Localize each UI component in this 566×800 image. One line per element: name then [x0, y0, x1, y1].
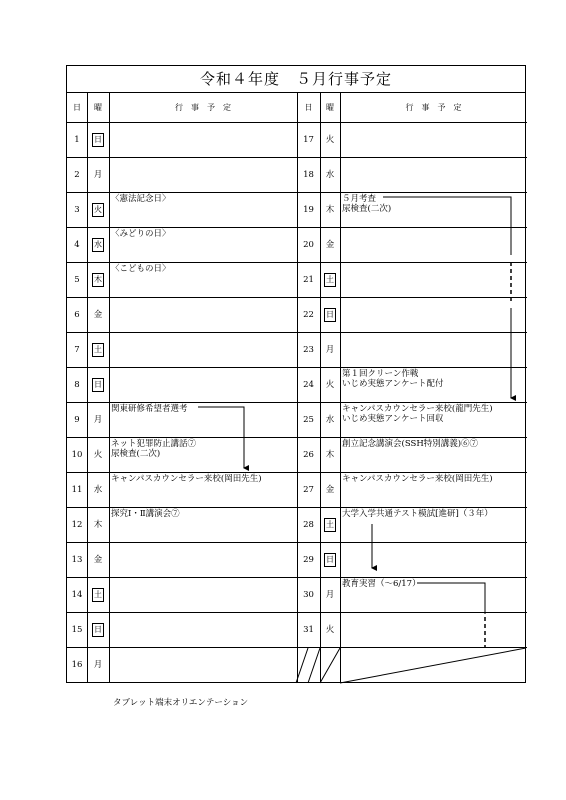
event-text: ネット犯罪防止講話⑦ — [111, 439, 197, 449]
weekday-label: 火 — [325, 135, 335, 145]
event-text: 尿検査(二次) — [342, 204, 392, 214]
day-number: 2 — [74, 170, 80, 180]
calendar-row — [297, 473, 527, 508]
weekday — [320, 613, 340, 647]
weekday — [87, 193, 109, 227]
events-cell — [109, 403, 297, 437]
calendar-row — [67, 228, 297, 263]
day-number: 23 — [303, 345, 314, 355]
day-number: 31 — [303, 625, 314, 635]
weekday — [87, 158, 109, 192]
weekday — [87, 368, 109, 402]
calendar-row — [297, 333, 527, 368]
calendar-row — [297, 123, 527, 158]
weekday — [320, 123, 340, 157]
day-number: 18 — [303, 170, 314, 180]
events-cell — [340, 543, 527, 577]
weekday-label: 日 — [324, 308, 336, 322]
weekday — [320, 438, 340, 472]
header-events-left: 行 事 予 定 — [109, 92, 297, 123]
day-number: 27 — [303, 485, 314, 495]
events-cell — [340, 473, 527, 507]
day-number: 5 — [74, 275, 80, 285]
events-cell — [109, 543, 297, 577]
day-number: 19 — [303, 205, 314, 215]
weekday — [87, 473, 109, 507]
calendar-row — [297, 228, 527, 263]
weekday-label: 月 — [93, 660, 103, 670]
day-number: 14 — [71, 590, 83, 600]
day-number: 29 — [303, 555, 314, 565]
weekday — [320, 263, 340, 297]
events-cell — [109, 298, 297, 332]
weekday — [87, 123, 109, 157]
weekday — [320, 193, 340, 227]
events-cell — [109, 648, 297, 682]
events-cell — [340, 158, 527, 192]
event-text: 教育実習（～6/17） — [342, 579, 421, 589]
day-number: 16 — [71, 660, 83, 670]
events-cell — [340, 193, 527, 227]
weekday — [320, 403, 340, 437]
day-number: 24 — [303, 380, 314, 390]
calendar-row — [297, 578, 527, 613]
schedule-sheet — [66, 65, 526, 683]
day-number: 6 — [74, 310, 80, 320]
events-cell — [109, 613, 297, 647]
events-cell — [340, 438, 527, 472]
events-cell — [340, 578, 527, 612]
day-number: 28 — [303, 520, 314, 530]
day-number: 15 — [71, 625, 83, 635]
calendar-row — [67, 193, 297, 228]
calendar-row — [297, 368, 527, 403]
day-number: 26 — [303, 450, 314, 460]
weekday-label: 土 — [92, 588, 104, 602]
events-cell — [109, 333, 297, 367]
day-number: 3 — [74, 205, 80, 215]
weekday-label: 金 — [93, 555, 103, 565]
day-number: 21 — [303, 275, 314, 285]
day-number: 8 — [74, 380, 80, 390]
weekday — [87, 298, 109, 332]
calendar-row — [297, 158, 527, 193]
weekday-label: 水 — [325, 170, 335, 180]
weekday — [87, 578, 109, 612]
weekday-label: 土 — [324, 518, 336, 532]
weekday-label: 金 — [325, 485, 335, 495]
calendar-row — [67, 508, 297, 543]
calendar-row — [67, 263, 297, 298]
weekday — [320, 333, 340, 367]
weekday-label: 金 — [325, 240, 335, 250]
col-divider — [340, 92, 341, 682]
events-cell — [340, 333, 527, 367]
weekday-label: 月 — [325, 345, 335, 355]
events-cell — [109, 578, 297, 612]
day-number: 11 — [71, 485, 83, 495]
events-cell — [340, 368, 527, 402]
day-number: 1 — [74, 135, 80, 145]
weekday — [320, 578, 340, 612]
weekday — [320, 508, 340, 542]
event-text: 〈こどもの日〉 — [111, 264, 171, 274]
event-text: 〈憲法記念日〉 — [111, 194, 171, 204]
page-title: 令和４年度 ５月行事予定 — [67, 66, 525, 93]
day-number: 30 — [303, 590, 314, 600]
weekday — [87, 438, 109, 472]
calendar-row — [297, 263, 527, 298]
day-number: 7 — [74, 345, 80, 355]
weekday — [87, 263, 109, 297]
weekday-label: 日 — [92, 623, 104, 637]
weekday-label: 金 — [93, 310, 103, 320]
events-cell — [109, 473, 297, 507]
event-text: 探究Ⅰ・Ⅱ講演会⑦ — [111, 509, 180, 519]
calendar-row — [297, 613, 527, 648]
day-number: 12 — [71, 520, 83, 530]
event-text: 第１回クリーン作戦 — [342, 369, 419, 379]
weekday-label: 日 — [324, 553, 336, 567]
weekday — [87, 543, 109, 577]
weekday-label: 火 — [325, 380, 335, 390]
event-text: キャンパスカウンセラー来校(岡田先生) — [342, 474, 493, 484]
weekday-label: 月 — [93, 415, 103, 425]
events-cell — [109, 368, 297, 402]
events-cell — [109, 508, 297, 542]
calendar-row — [67, 648, 297, 683]
weekday — [87, 508, 109, 542]
events-cell — [340, 228, 527, 262]
events-cell — [109, 123, 297, 157]
events-cell — [109, 263, 297, 297]
day-number: 10 — [71, 450, 83, 460]
event-text: 〈みどりの日〉 — [111, 229, 171, 239]
col-divider — [320, 92, 321, 682]
event-text: 関東研修希望者選考 — [111, 404, 188, 414]
day-number: 13 — [71, 555, 83, 565]
events-cell — [109, 228, 297, 262]
calendar-row — [67, 473, 297, 508]
event-text: いじめ実態アンケート回収 — [342, 414, 444, 424]
weekday-label: 月 — [93, 170, 103, 180]
col-divider — [109, 92, 110, 682]
col-divider — [87, 92, 88, 682]
header-weekday-left: 曜 — [87, 92, 109, 123]
weekday-label: 土 — [324, 273, 336, 287]
weekday-label: 火 — [93, 450, 103, 460]
day-number: 22 — [303, 310, 314, 320]
weekday — [320, 298, 340, 332]
weekday — [320, 158, 340, 192]
events-cell — [340, 263, 527, 297]
header-weekday-right: 曜 — [320, 92, 340, 123]
events-cell — [109, 438, 297, 472]
calendar-row — [297, 543, 527, 578]
day-number: 4 — [74, 240, 80, 250]
calendar-row — [67, 368, 297, 403]
weekday-label: 木 — [325, 450, 335, 460]
weekday — [87, 228, 109, 262]
calendar-row — [67, 298, 297, 333]
events-cell — [340, 123, 527, 157]
footer-note: タブレット端末オリエンテーション — [113, 698, 249, 708]
day-number: 25 — [303, 415, 314, 425]
calendar-row — [297, 438, 527, 473]
calendar-row — [67, 613, 297, 648]
weekday — [320, 543, 340, 577]
events-cell — [340, 403, 527, 437]
weekday-label: 火 — [325, 625, 335, 635]
calendar-row — [297, 298, 527, 333]
event-text: 尿検査(二次) — [111, 449, 161, 459]
events-cell — [340, 508, 527, 542]
weekday — [320, 368, 340, 402]
weekday-label: 火 — [92, 203, 104, 217]
weekday — [320, 228, 340, 262]
calendar-row — [67, 543, 297, 578]
weekday-label: 日 — [92, 133, 104, 147]
events-cell — [109, 193, 297, 227]
calendar-row — [67, 158, 297, 193]
calendar-row — [67, 333, 297, 368]
header-events-right: 行 事 予 定 — [340, 92, 527, 123]
event-text: いじめ実態アンケート配付 — [342, 379, 444, 389]
calendar-row — [67, 123, 297, 158]
calendar-row — [297, 403, 527, 438]
weekday-label: 木 — [93, 520, 103, 530]
calendar-row — [297, 508, 527, 543]
day-number: 20 — [303, 240, 314, 250]
weekday-label: 土 — [92, 343, 104, 357]
event-text: キャンパスカウンセラー来校(龍門先生) — [342, 404, 493, 414]
event-text: 創立記念講演会(SSH特別講義)⑥⑦ — [342, 439, 479, 449]
weekday — [320, 473, 340, 507]
weekday-label: 水 — [92, 238, 104, 252]
calendar-row — [297, 193, 527, 228]
col-divider — [297, 92, 298, 682]
header-day-left: 日 — [67, 92, 87, 123]
weekday-label: 日 — [92, 378, 104, 392]
day-number: 9 — [74, 415, 80, 425]
events-cell — [340, 298, 527, 332]
calendar-row — [67, 578, 297, 613]
header-day-right: 日 — [297, 92, 320, 123]
weekday-label: 木 — [92, 273, 104, 287]
event-text: キャンパスカウンセラー来校(岡田先生) — [111, 474, 262, 484]
events-cell — [340, 613, 527, 647]
weekday — [87, 333, 109, 367]
calendar-row — [67, 438, 297, 473]
event-text: ５月考査 — [342, 194, 377, 204]
day-number: 17 — [303, 135, 314, 145]
weekday — [87, 648, 109, 682]
weekday-label: 水 — [93, 485, 103, 495]
weekday-label: 木 — [325, 205, 335, 215]
weekday-label: 月 — [325, 590, 335, 600]
event-text: 大学入学共通テスト模試[進研]（３年） — [342, 509, 493, 519]
calendar-row — [67, 403, 297, 438]
weekday — [87, 613, 109, 647]
weekday-label: 水 — [325, 415, 335, 425]
events-cell — [109, 158, 297, 192]
weekday — [87, 403, 109, 437]
